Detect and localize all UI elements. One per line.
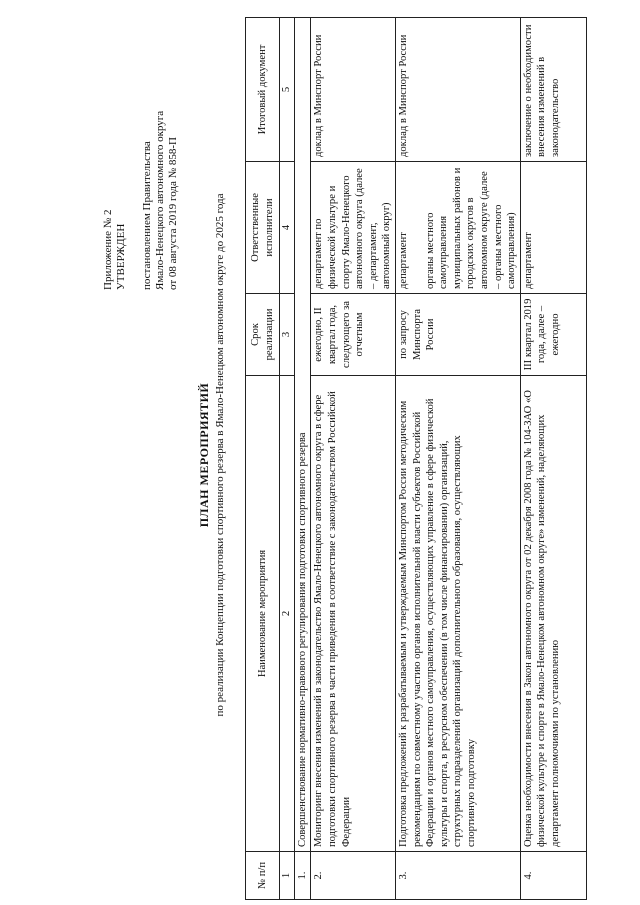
row-result: заключение о необходимости внесения изменений в законодательство [520,18,586,162]
document-heading [197,65,226,845]
row-result: доклад в Минспорт России [395,18,520,162]
row-number: 3. [395,852,520,900]
action-plan-table [245,17,587,900]
row-executor: департамент [397,232,409,289]
row-executor-cell [395,162,520,294]
row-executor: департамент [520,162,586,294]
row-term: ежегодно, II квартал года, следующего за отчетным [311,294,396,376]
approval-line-government: Ямало-Ненецкого автономного округа [154,110,166,290]
header-number: № п/п [246,852,280,900]
table-row [311,18,396,900]
approval-stamp: УТВЕРЖДЕН [115,223,127,290]
approval-line-decree: постановлением Правительства [141,141,153,290]
document-title: ПЛАН МЕРОПРИЯТИЙ [197,382,211,528]
section-title: Совершенствование нормативно-правового регулирования подготовки спортивного резерва [294,18,311,852]
row-executor-extra: органы местного самоуправления муниципальных районов и городских округов в автономном округе (далее – органы местного самоуправления) [424,167,518,289]
row-executor: департамент по физической культуре и спорту Ямало-Ненецкого автономного округа (далее – департамент, автономный округ) [311,162,396,294]
section-number: 1. [294,852,311,900]
row-number: 2. [311,852,396,900]
section-row [294,18,311,900]
row-number: 4. [520,852,586,900]
header-term: Срок реализации [246,294,280,376]
row-activity: Мониторинг внесения изменений в законодательство Ямало-Ненецкого автономного округа в сфере подготовки спортивного резерва в части приведения в соответствие с законодательством Российской Федерации [311,376,396,852]
index-cell: 4 [280,162,295,294]
index-cell: 5 [280,18,295,162]
approval-line-date: от 08 августа 2019 года № 858-П [167,137,179,290]
approval-block [102,20,180,290]
table-row [395,18,520,900]
index-cell: 2 [280,376,295,852]
index-cell: 1 [280,852,295,900]
header-result: Итоговый документ [246,18,280,162]
row-activity: Подготовка предложений к разрабатываемым и утверждаемым Минспортом России методическим рекомендациям по совместному участию органов исполнительной власти субъектов Российской Федерации и органов местного самоуправления, осуществляющих управление в сфере физической культуры и спорта, в ресурсном обеспечении (в том числе финансировании) организаций, структурных подразделений организаций дополнительного образования, осуществляющих спортивную подготовку [395,376,520,852]
header-executors: Ответственные исполнители [246,162,280,294]
table-index-row [280,18,295,900]
document-subtitle: по реализации Концепции подготовки спортивного резерва в Ямало-Ненецком автономном округе до 2025 года [214,193,226,717]
row-result: доклад в Минспорт России [311,18,396,162]
header-activity: Наименование мероприятия [246,376,280,852]
appendix-number: Приложение № 2 [102,209,114,290]
index-cell: 3 [280,294,295,376]
row-term: по запросу Минспорта России [395,294,520,376]
row-term: III квартал 2019 года, далее – ежегодно [520,294,586,376]
table-row [520,18,586,900]
table-header-row [246,18,280,900]
row-activity: Оценка необходимости внесения в Закон автономного округа от 02 декабря 2008 года № 104-ЗАО «О физической культуре и спорте в Ямало-Ненецком автономном округе» изменений, наделяющих департамент полномочиями по установлению [520,376,586,852]
